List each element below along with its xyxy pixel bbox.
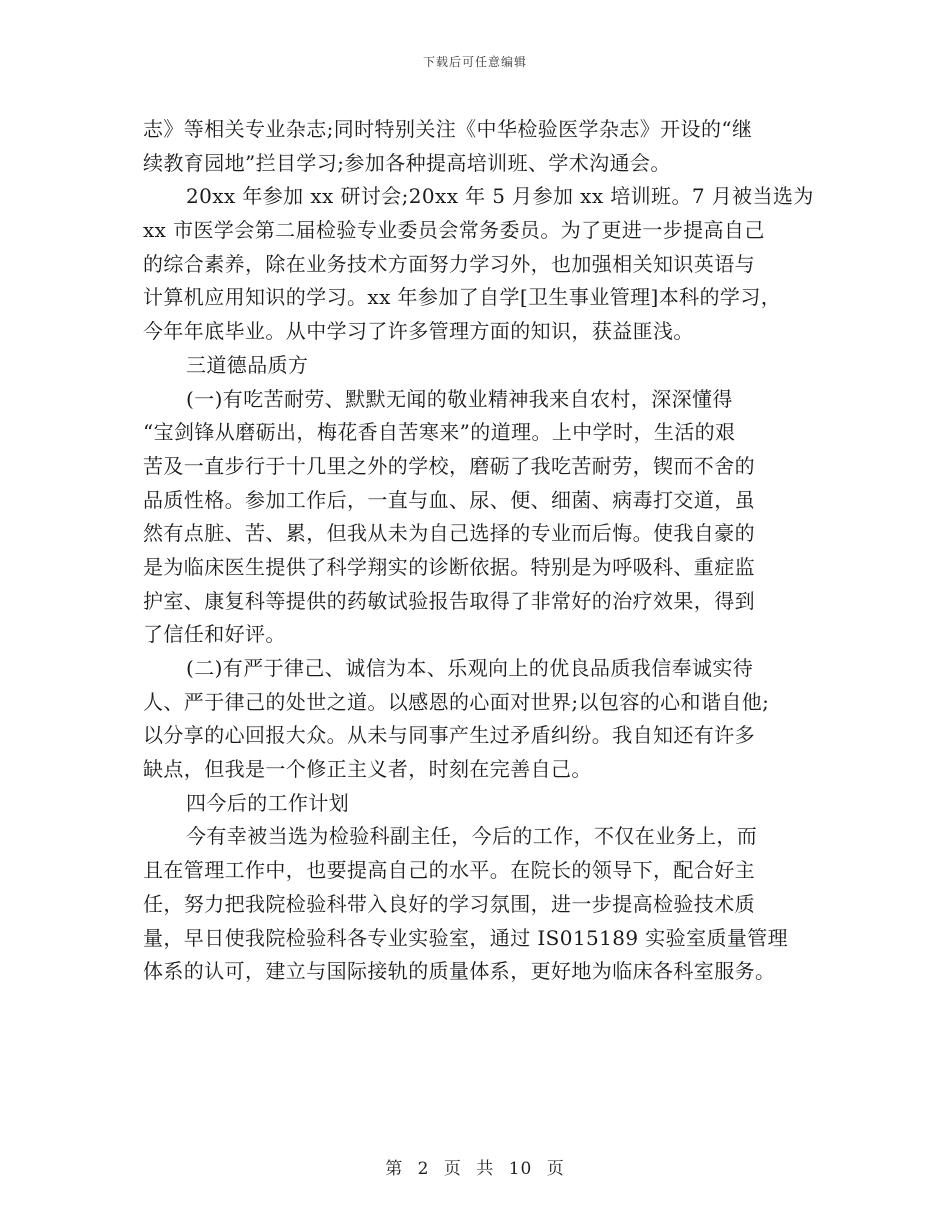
paragraph-start-line: (一)有吃苦耐劳、默默无闻的敬业精神我来自农村，深深懂得 xyxy=(186,386,733,411)
page-number: 第 2 页 共 10 页 xyxy=(385,1159,565,1179)
body-line: 缺点，但我是一个修正主义者，时刻在完善自己。 xyxy=(143,757,592,782)
body-line: 今年年底毕业。从中学习了许多管理方面的知识，获益匪浅。 xyxy=(143,319,694,344)
body-line: 续教育园地”拦目学习;参加各种提高培训班、学术沟通会。 xyxy=(143,150,671,175)
body-line: 的综合素养，除在业务技术方面努力学习外，也加强相关知识英语与 xyxy=(143,251,755,276)
section-heading: 四今后的工作计划 xyxy=(186,790,350,815)
body-line: 苦及一直步行于十几里之外的学校，磨砺了我吃苦耐劳，锲而不舍的 xyxy=(143,453,755,478)
document-body xyxy=(143,113,814,989)
paragraph-start-line: 今有幸被当选为检验科副主任，今后的工作，不仅在业务上，而 xyxy=(186,824,758,849)
body-line: 量，早日使我院检验科各专业实验室，通过 IS015189 实验室质量管理 xyxy=(143,925,789,950)
paragraph-start-line: 20xx 年参加 xx 研讨会;20xx 年 5 月参加 xx 培训班。7 月被当选为 xyxy=(186,184,814,209)
body-line: 护室、康复科等提供的药敏试验报告取得了非常好的治疗效果，得到 xyxy=(143,588,755,613)
body-line: 人、严于律己的处世之道。以感恩的心面对世界;以包容的心和谐自他; xyxy=(143,689,770,714)
body-line: 然有点脏、苦、累，但我从未为自己选择的专业而后悔。使我自豪的 xyxy=(143,521,755,546)
page-header: 下载后可任意编辑 xyxy=(422,55,527,69)
body-line: 以分享的心回报大众。从未与同事产生过矛盾纠纷。我自知还有许多 xyxy=(143,723,755,748)
body-line: 体系的认可，建立与国际接轨的质量体系，更好地为临床各科室服务。 xyxy=(143,959,776,984)
body-line: 是为临床医生提供了科学翔实的诊断依据。特别是为呼吸科、重症监 xyxy=(143,554,755,579)
body-line: 品质性格。参加工作后，一直与血、尿、便、细菌、病毒打交道，虽 xyxy=(143,487,755,512)
body-line: xx 市医学会第二届检验专业委员会常务委员。为了更进一步提高自己 xyxy=(143,218,765,243)
body-line: 志》等相关专业杂志;同时特别关注《中华检验医学杂志》开设的“继 xyxy=(143,117,753,141)
body-line: “宝剑锋从磨砺出，梅花香自苦寒来”的道理。上中学时，生活的艰 xyxy=(143,420,736,445)
body-line: 计算机应用知识的学习。xx 年参加了自学[卫生事业管理]本科的学习， xyxy=(143,285,782,310)
section-heading: 三道德品质方 xyxy=(186,352,309,377)
body-line: 了信任和好评。 xyxy=(143,622,286,647)
paragraph-start-line: (二)有严于律己、诚信为本、乐观向上的优良品质我信奉诚实待 xyxy=(186,656,754,680)
body-line: 任，努力把我院检验科带入良好的学习氛围，进一步提高检验技术质 xyxy=(143,891,755,916)
body-line: 且在管理工作中，也要提高自己的水平。在院长的领导下，配合好主 xyxy=(143,858,755,883)
